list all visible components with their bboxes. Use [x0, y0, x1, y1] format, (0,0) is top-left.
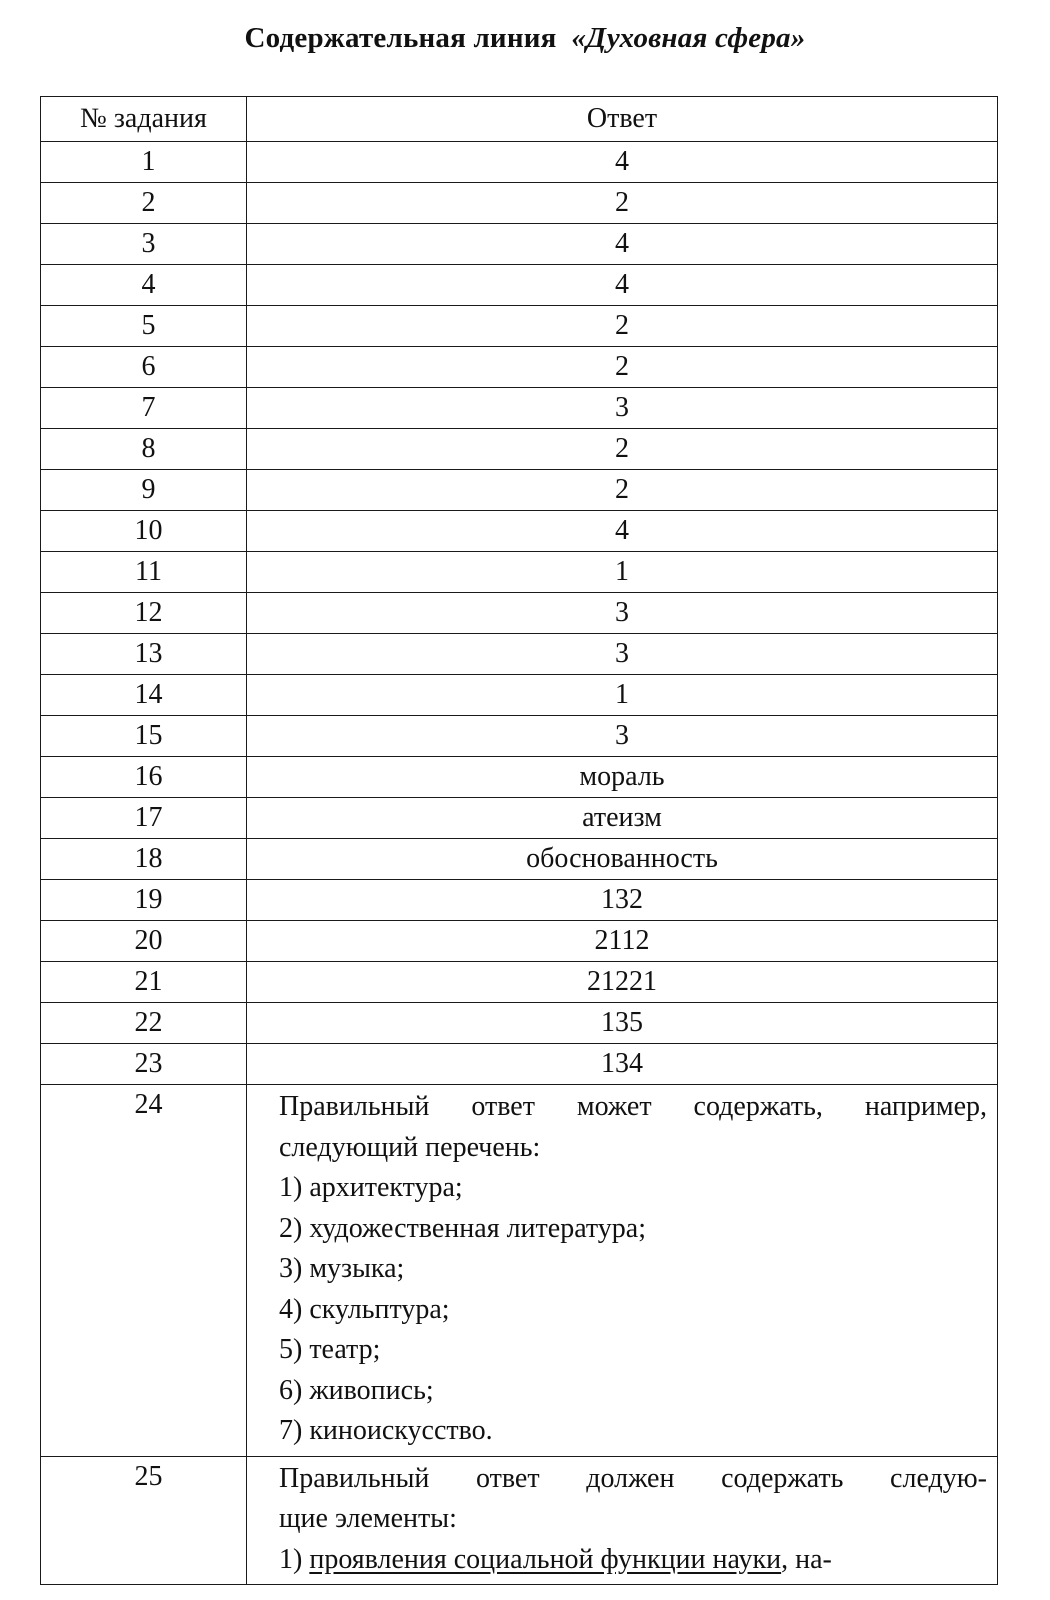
table-row	[41, 388, 998, 429]
table-row-24	[41, 1085, 998, 1457]
task-number: 15	[41, 716, 247, 757]
table-row	[41, 306, 998, 347]
task-number: 19	[41, 880, 247, 921]
answer-value: 2	[247, 183, 998, 224]
long-answer-25	[247, 1456, 998, 1585]
answer-value: обоснованность	[247, 839, 998, 880]
answer-value: 2112	[247, 921, 998, 962]
answer-list-item: 4) скульптура;	[279, 1293, 450, 1325]
task-number: 8	[41, 429, 247, 470]
task-number: 6	[41, 347, 247, 388]
table-row	[41, 798, 998, 839]
table-row	[41, 470, 998, 511]
task-number: 10	[41, 511, 247, 552]
task-number: 22	[41, 1003, 247, 1044]
answer-intro-line: Правильный ответ может содержать, например,	[279, 1091, 987, 1122]
answer-value: 1	[247, 675, 998, 716]
task-number: 17	[41, 798, 247, 839]
table-row	[41, 429, 998, 470]
answer-list-item	[279, 1540, 987, 1581]
answer-value: 2	[247, 429, 998, 470]
header-answer: Ответ	[247, 97, 998, 142]
task-number: 24	[41, 1085, 247, 1457]
answer-intro-line: Правильный ответ должен содержать следую-	[279, 1462, 987, 1494]
table-row	[41, 716, 998, 757]
answer-value: 4	[247, 142, 998, 183]
page-title	[0, 22, 1050, 55]
task-number: 20	[41, 921, 247, 962]
answer-value: 4	[247, 511, 998, 552]
answer-value: 4	[247, 265, 998, 306]
long-answer-24	[247, 1085, 998, 1457]
task-number: 3	[41, 224, 247, 265]
answer-value: 1	[247, 552, 998, 593]
task-number: 5	[41, 306, 247, 347]
answer-value: 21221	[247, 962, 998, 1003]
answer-value: мораль	[247, 757, 998, 798]
table-row	[41, 757, 998, 798]
answer-value: 3	[247, 593, 998, 634]
table-row	[41, 880, 998, 921]
task-number: 9	[41, 470, 247, 511]
table-row-25	[41, 1456, 998, 1585]
answer-value: 135	[247, 1003, 998, 1044]
title-accent: «Духовная сфера»	[571, 22, 806, 54]
table-row	[41, 675, 998, 716]
table-row	[41, 1044, 998, 1085]
table-row	[41, 265, 998, 306]
answer-list-item: 7) киноискусство.	[279, 1415, 493, 1446]
item-suffix: , на-	[781, 1543, 832, 1575]
table-row	[41, 183, 998, 224]
answer-value: 3	[247, 388, 998, 429]
task-number: 14	[41, 675, 247, 716]
answer-list-item: 1) архитектура;	[279, 1172, 463, 1203]
header-task-number: № задания	[41, 97, 247, 142]
table-row	[41, 142, 998, 183]
table-row	[41, 347, 998, 388]
answer-value: 4	[247, 224, 998, 265]
task-number: 18	[41, 839, 247, 880]
answer-value: 134	[247, 1044, 998, 1085]
table-row	[41, 224, 998, 265]
answer-value: 2	[247, 347, 998, 388]
item-prefix: 1)	[279, 1543, 310, 1575]
title-prefix: Содержательная линия	[244, 22, 557, 54]
table-row	[41, 552, 998, 593]
item-underlined-text: проявления социальной функции науки	[309, 1543, 782, 1575]
task-number: 21	[41, 962, 247, 1003]
answer-list-item: 3) музыка;	[279, 1253, 405, 1284]
answer-value: 3	[247, 716, 998, 757]
answer-intro-line: следующий перечень:	[279, 1131, 541, 1163]
answer-value: 132	[247, 880, 998, 921]
table-row	[41, 839, 998, 880]
task-number: 4	[41, 265, 247, 306]
table-row	[41, 634, 998, 675]
answers-table	[40, 96, 998, 1585]
answer-list-item: 2) художественная литература;	[279, 1212, 646, 1244]
task-number: 11	[41, 552, 247, 593]
answer-value: 2	[247, 306, 998, 347]
table-header-row	[41, 97, 998, 142]
table-row	[41, 511, 998, 552]
task-number: 12	[41, 593, 247, 634]
answer-value: 3	[247, 634, 998, 675]
table-row	[41, 1003, 998, 1044]
answer-list-item: 5) театр;	[279, 1334, 381, 1365]
answer-value: атеизм	[247, 798, 998, 839]
table-row	[41, 593, 998, 634]
answer-list-item: 6) живопись;	[279, 1374, 434, 1406]
task-number: 2	[41, 183, 247, 224]
task-number: 7	[41, 388, 247, 429]
task-number: 25	[41, 1456, 247, 1585]
task-number: 16	[41, 757, 247, 798]
task-number: 1	[41, 142, 247, 183]
table-body	[41, 142, 998, 1585]
answer-value: 2	[247, 470, 998, 511]
table-row	[41, 921, 998, 962]
task-number: 23	[41, 1044, 247, 1085]
answer-intro-line: щие элементы:	[279, 1503, 457, 1534]
task-number: 13	[41, 634, 247, 675]
table-row	[41, 962, 998, 1003]
